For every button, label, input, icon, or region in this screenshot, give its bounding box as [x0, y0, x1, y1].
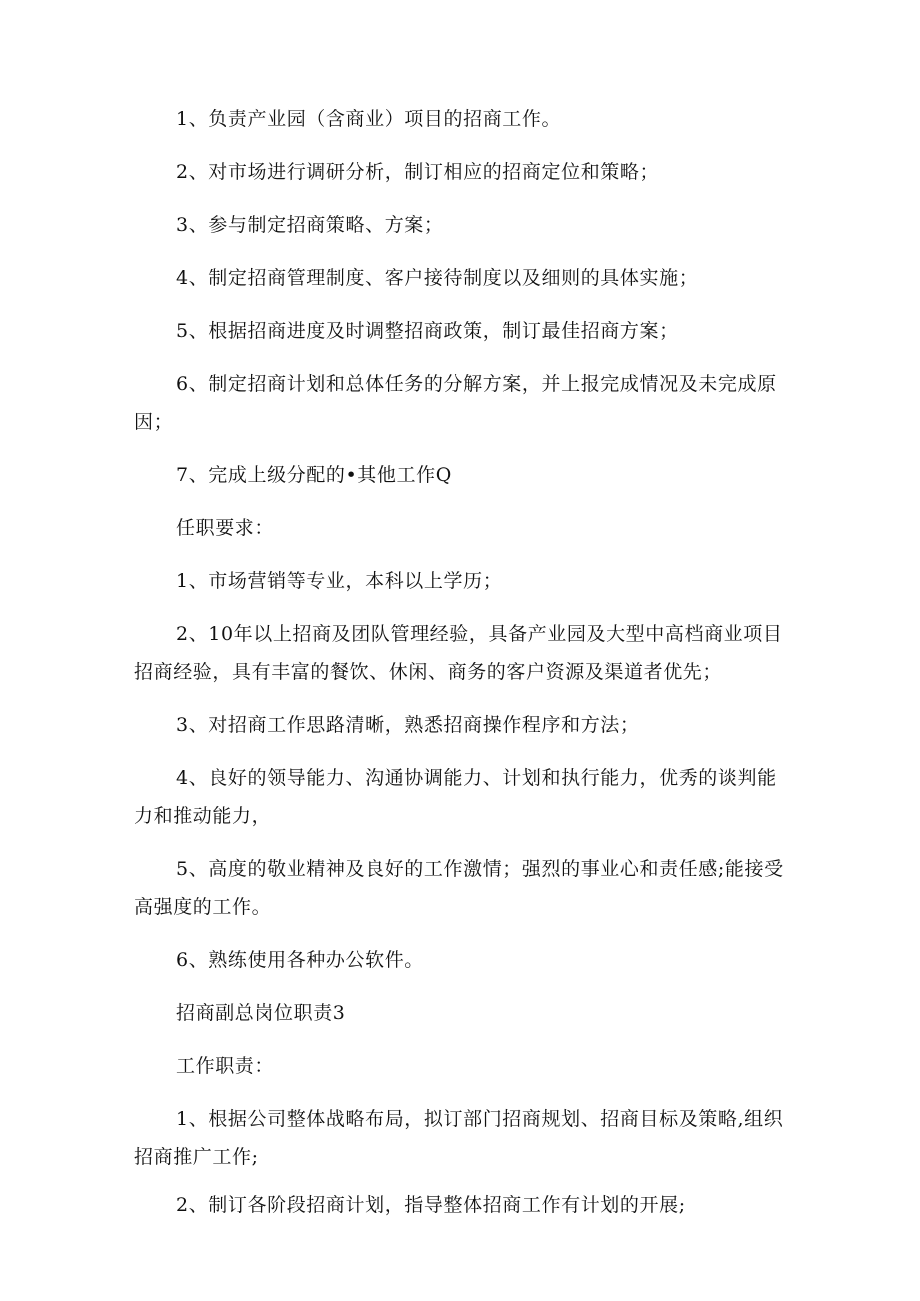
duty-item-5: 5、根据招商进度及时调整招商政策，制订最佳招商方案； — [176, 320, 679, 342]
duty-item-2: 2、对市场进行调研分析，制订相应的招商定位和策略； — [176, 161, 660, 183]
duty-item-6: 6、制定招商计划和总体任务的分解方案，并上报完成情况及未完成原因； — [134, 373, 777, 433]
duty-item-3: 3、参与制定招商策略、方案； — [176, 214, 444, 236]
duty-item-4: 4、制定招商管理制度、客户接待制度以及细则的具体实施； — [176, 267, 699, 289]
requirement-item-2: 2、10年以上招商及团队管理经验，具备产业园及大型中高档商业项目招商经验，具有丰富的餐饮、休闲、商务的客户资源及渠道者优先； — [134, 623, 783, 683]
requirement-item-6: 6、熟练使用各种办公软件。 — [176, 949, 424, 971]
requirement-item-1: 1、市场营销等专业，本科以上学历； — [176, 570, 503, 592]
requirement-item-5: 5、高度的敬业精神及良好的工作激情；强烈的事业心和责任感;能接受高强度的工作。 — [134, 858, 784, 918]
responsibility-item-2: 2、制订各阶段招商计划，指导整体招商工作有计划的开展; — [176, 1194, 686, 1216]
duty-item-7: 7、完成上级分配的•其他工作Q — [176, 464, 452, 486]
document-body — [134, 100, 794, 1239]
requirements-heading: 任职要求： — [176, 517, 275, 539]
responsibility-item-1: 1、根据公司整体战略布局，拟订部门招商规划、招商目标及策略,组织招商推广工作; — [134, 1108, 784, 1168]
requirement-item-4: 4、良好的领导能力、沟通协调能力、计划和执行能力，优秀的谈判能力和推动能力， — [134, 767, 777, 827]
requirement-item-3: 3、对招商工作思路清晰，熟悉招商操作程序和方法； — [176, 714, 640, 736]
section-title: 招商副总岗位职责3 — [176, 1002, 346, 1024]
duties-heading: 工作职责： — [176, 1055, 275, 1077]
duty-item-1: 1、负责产业园（含商业）项目的招商工作。 — [176, 108, 562, 130]
